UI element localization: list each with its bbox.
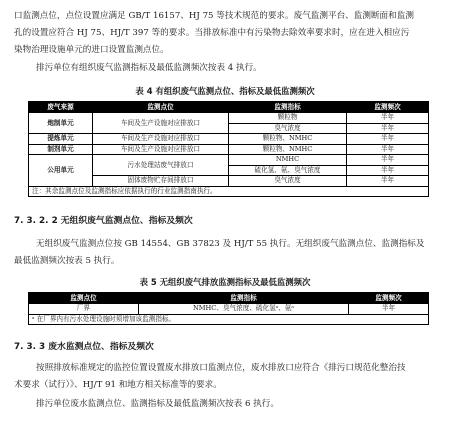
intro-line-4: 排污单位有组织废气监测指标及最低监测频次按表 4 执行。	[36, 63, 262, 73]
table-4	[28, 101, 429, 197]
table-row	[29, 144, 429, 155]
intro-line-2: 孔的设置应符合 HJ 75、HJ/T 397 等的要求。当排放标准中有污染物去除效率要求时，应在进入相应污	[14, 28, 410, 38]
table-4-note: 注：其余监测点位及监测指标应依据执行的行业监测指南执行。	[29, 186, 429, 197]
table-cell: 固体废物贮存间排放口	[93, 176, 229, 187]
intro-line-3: 染物治理设施单元的进口设置监测点位。	[14, 45, 169, 55]
table-cell: 半年	[347, 134, 429, 145]
table-4-header-source: 废气来源	[29, 102, 93, 113]
table-cell: 颗粒物	[229, 113, 347, 124]
table-5-note: ᵃ 在厂界内有污水处理设施时须增加该监测指标。	[29, 314, 429, 325]
section-7-3-2-2-heading: 7. 3. 2. 2 无组织废气监测点位、指标及频次	[14, 216, 193, 226]
table-row	[29, 113, 429, 124]
table-4-header-point: 监测点位	[93, 102, 229, 113]
table-row	[29, 134, 429, 145]
section-7-3-2-2-line-2: 最低监测频次按表 5 执行。	[14, 256, 120, 266]
section-7-3-3-line-2: 术要求（试行）》、HJ/T 91 和地方相关标准等的要求。	[14, 380, 222, 390]
table-5-header-frequency: 监测频次	[349, 293, 429, 304]
table-cell: 半年	[347, 144, 429, 155]
intro-line-1: 口监测点位，点位设置应满足 GB/T 16157、HJ 75 等技术规范的要求。废气监测平台、监测断面和监测	[14, 11, 414, 21]
table-cell: 厂界	[29, 304, 139, 315]
table-cell: 半年	[347, 165, 429, 176]
table-cell: 车间及生产设施对应排放口	[93, 134, 229, 145]
table-cell: 颗粒物、NMHC	[229, 134, 347, 145]
table-cell: 半年	[349, 304, 429, 315]
table-cell: 颗粒物、NMHC	[229, 144, 347, 155]
table-cell: 半年	[347, 113, 429, 124]
table-cell: 制剂单元	[29, 144, 93, 155]
table-cell: 车间及生产设施对应排放口	[93, 113, 229, 134]
table-cell: NMHC、臭气浓度、硫化氢ᵃ、氨ᵃ	[139, 304, 349, 315]
table-4-header-row	[29, 102, 429, 113]
table-5-header-row	[29, 293, 429, 304]
table-cell: 臭气浓度	[229, 123, 347, 134]
table-cell: 公用单元	[29, 155, 93, 187]
table-cell: NMHC	[229, 155, 347, 166]
table-cell: 半年	[347, 123, 429, 134]
table-cell: 炮制单元	[29, 113, 93, 134]
table-4-header-frequency: 监测频次	[347, 102, 429, 113]
table-row	[29, 186, 429, 197]
table-cell: 硫化氢、氨、臭气浓度	[229, 165, 347, 176]
table-cell: 污水处理站废气排放口	[93, 155, 229, 176]
table-cell: 提炼单元	[29, 134, 93, 145]
table-cell: 臭气浓度	[229, 176, 347, 187]
table-row	[29, 314, 429, 325]
section-7-3-3-line-1: 按照排放标准规定的监控位置设置废水排放口监测点位，废水排放口应符合《排污口规范化整治技	[36, 363, 406, 373]
table-4-header-indicator: 监测指标	[229, 102, 347, 113]
table-row	[29, 304, 429, 315]
table-5-header-indicator: 监测指标	[139, 293, 349, 304]
table-5	[28, 292, 429, 325]
section-7-3-3-line-3: 排污单位废水监测点位、监测指标及最低监测频次按表 6 执行。	[36, 399, 279, 409]
section-7-3-2-2-line-1: 无组织废气监测点位按 GB 14554、GB 37823 及 HJ/T 55 执行。无组织废气监测点位、监测指标及	[36, 239, 425, 249]
table-5-header-point: 监测点位	[29, 293, 139, 304]
table-cell: 车间及生产设施对应排放口	[93, 144, 229, 155]
table-cell: 半年	[347, 155, 429, 166]
table-cell: 半年	[347, 176, 429, 187]
table-row	[29, 155, 429, 166]
table-4-caption: 表 4 有组织废气监测点位、指标及最低监测频次	[135, 86, 315, 96]
section-7-3-3-heading: 7. 3. 3 废水监测点位、指标及频次	[14, 342, 154, 352]
table-5-caption: 表 5 无组织废气排放监测指标及最低监测频次	[139, 277, 311, 287]
